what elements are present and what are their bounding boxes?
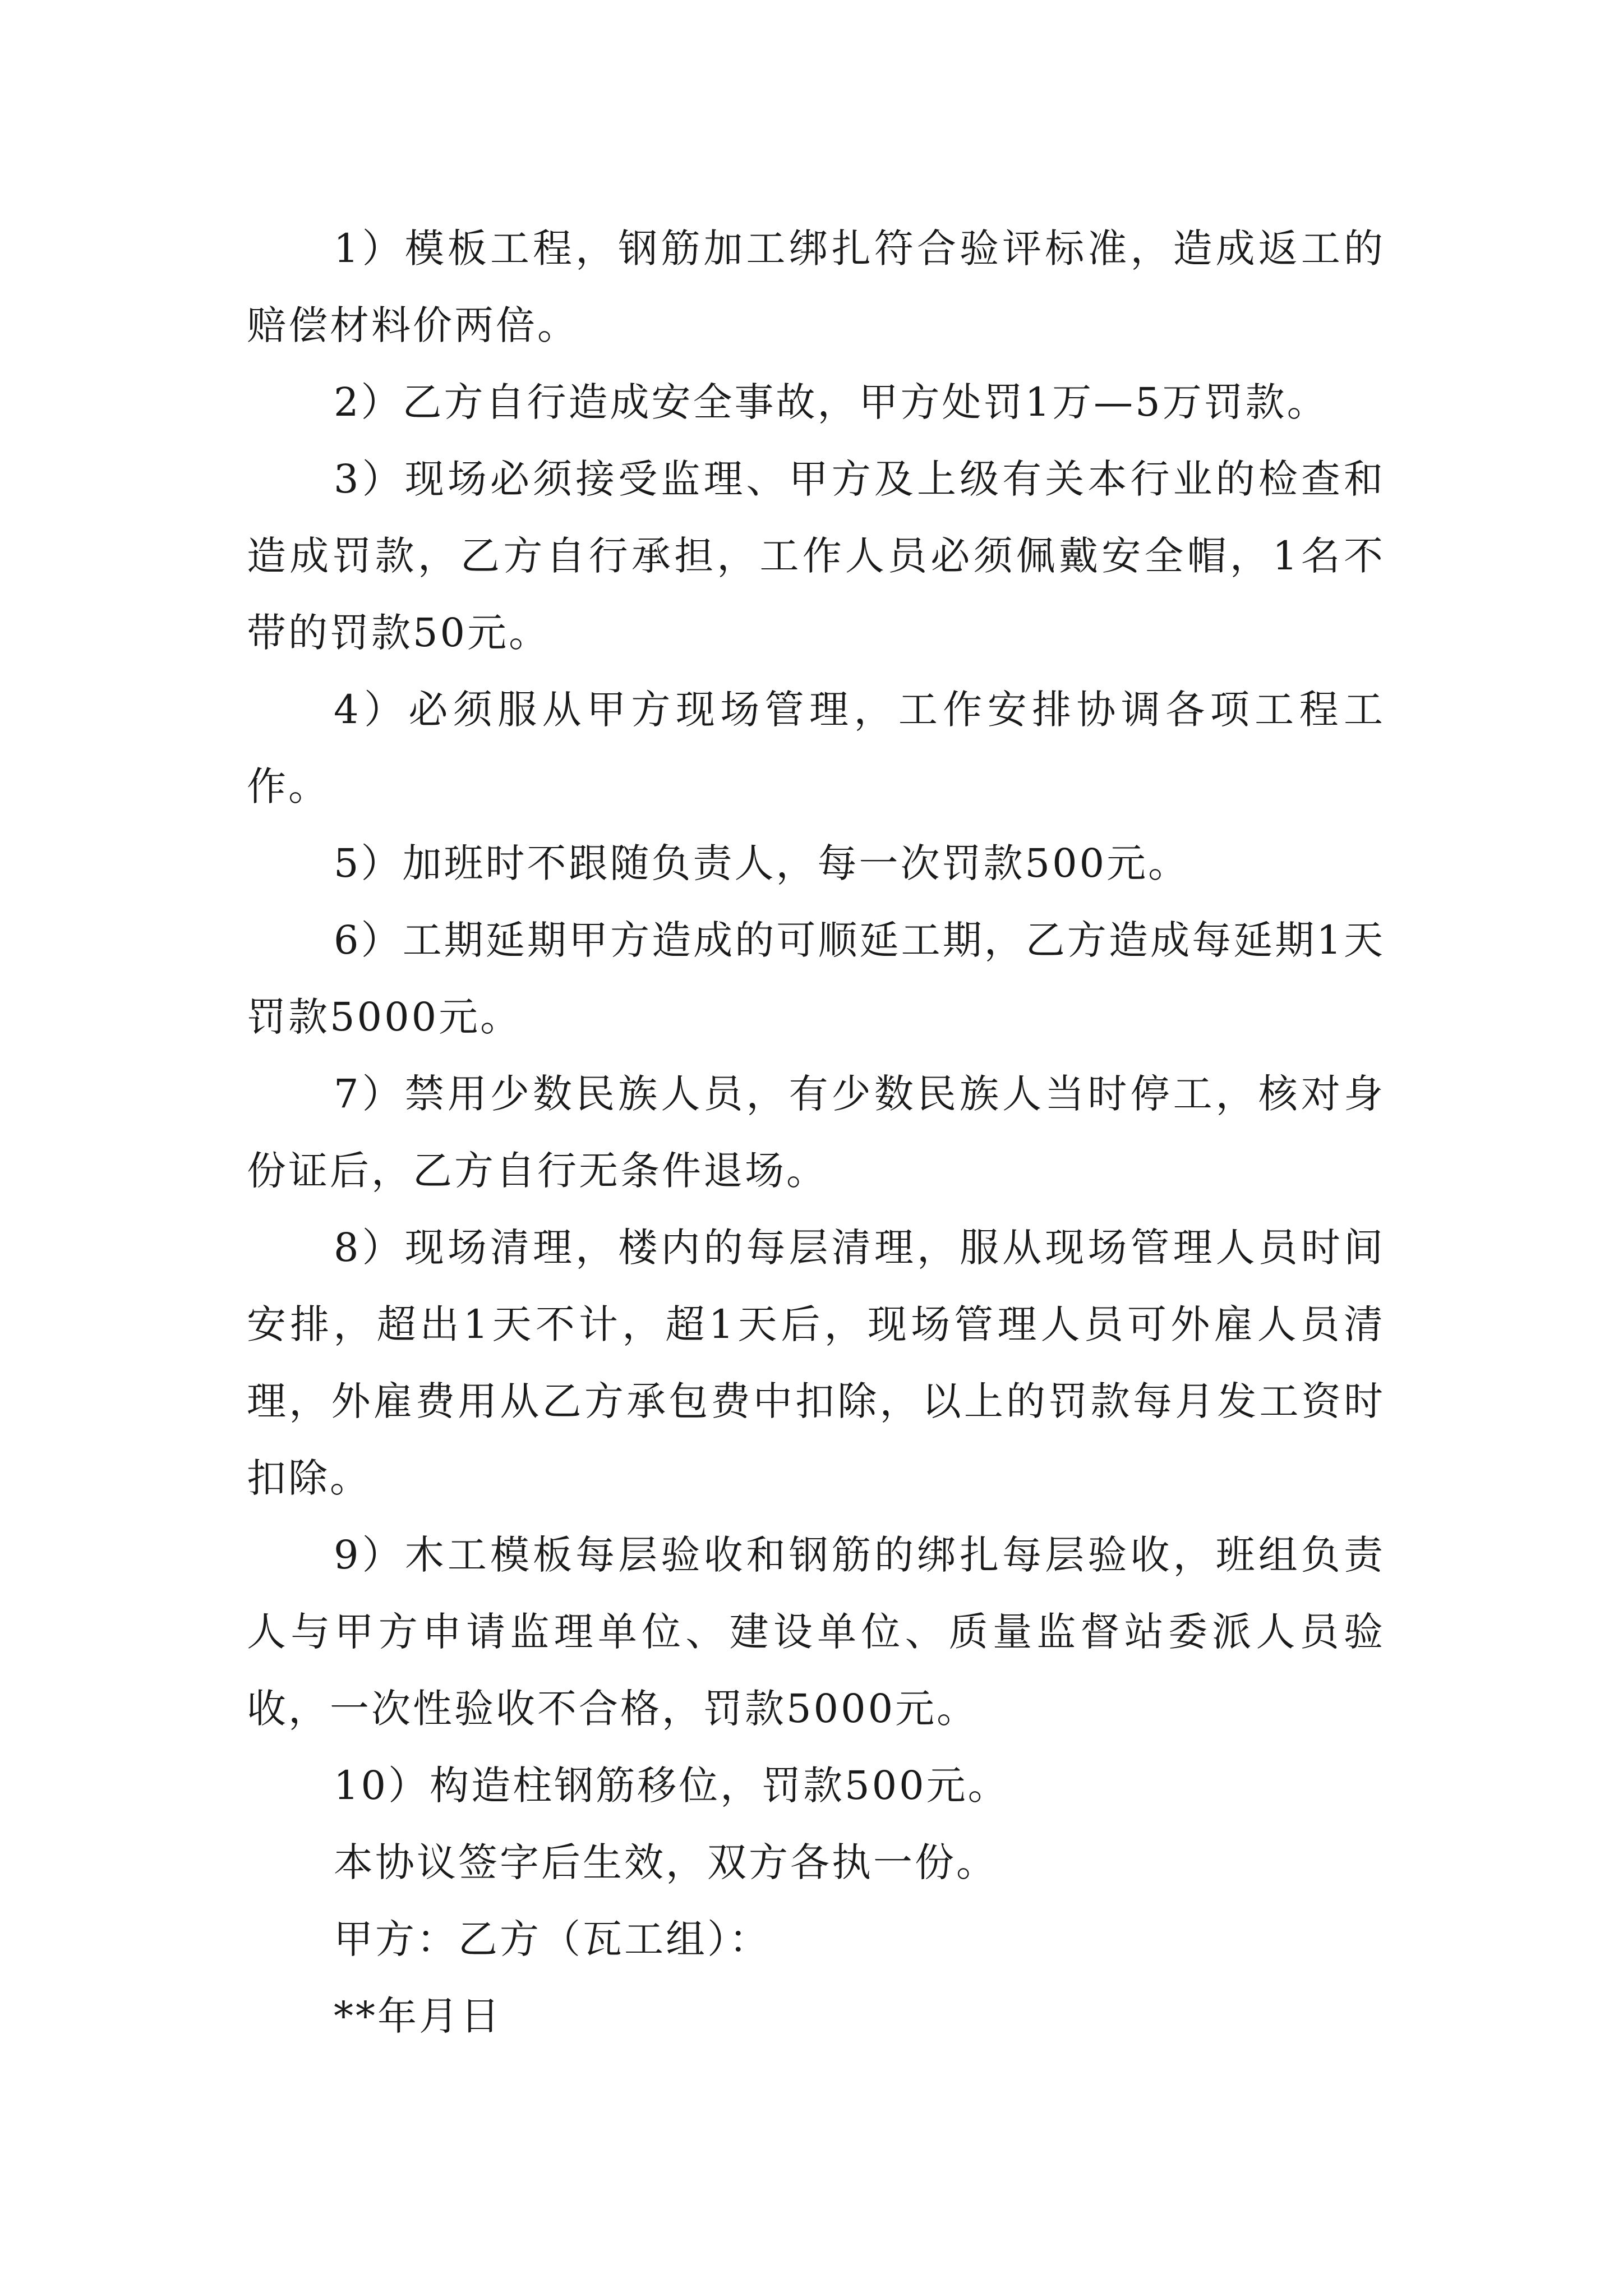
clause-9: 9）木工模板每层验收和钢筋的绑扎每层验收，班组负责人与甲方申请监理单位、建设单位、质量监督站委派人员验收，一次性验收不合格，罚款5000元。 — [247, 1532, 1385, 1732]
clause-7: 7）禁用少数民族人员，有少数民族人当时停工，核对身份证后，乙方自行无条件退场。 — [247, 1071, 1385, 1194]
clause-8: 8）现场清理，楼内的每层清理，服从现场管理人员时间安排，超出1天不计，超1天后，现场管理人员可外雇人员清理，外雇费用从乙方承包费中扣除，以上的罚款每月发工资时扣除。 — [247, 1225, 1385, 1501]
effective-statement: 本协议签字后生效，双方各执一份。 — [334, 1839, 998, 1885]
clause-6: 6）工期延期甲方造成的可顺延工期，乙方造成每延期1天罚款5000元。 — [247, 917, 1385, 1040]
clause-1: 1）模板工程，钢筋加工绑扎符合验评标准，造成返工的赔偿材料价两倍。 — [247, 226, 1385, 348]
clause-2: 2）乙方自行造成安全事故，甲方处罚1万—5万罚款。 — [334, 379, 1329, 425]
document-body — [247, 210, 1385, 2055]
clause-5: 5）加班时不跟随负责人，每一次罚款500元。 — [334, 840, 1190, 886]
clause-3: 3）现场必须接受监理、甲方及上级有关本行业的检查和造成罚款，乙方自行承担，工作人员必须佩戴安全帽，1名不带的罚款50元。 — [247, 456, 1385, 656]
clause-10: 10）构造柱钢筋移位，罚款500元。 — [334, 1763, 1009, 1809]
clause-4: 4）必须服从甲方现场管理，工作安排协调各项工程工作。 — [247, 687, 1385, 809]
date-line: **年月日 — [334, 1993, 502, 2039]
signature-line: 甲方：乙方（瓦工组）： — [334, 1916, 771, 1962]
